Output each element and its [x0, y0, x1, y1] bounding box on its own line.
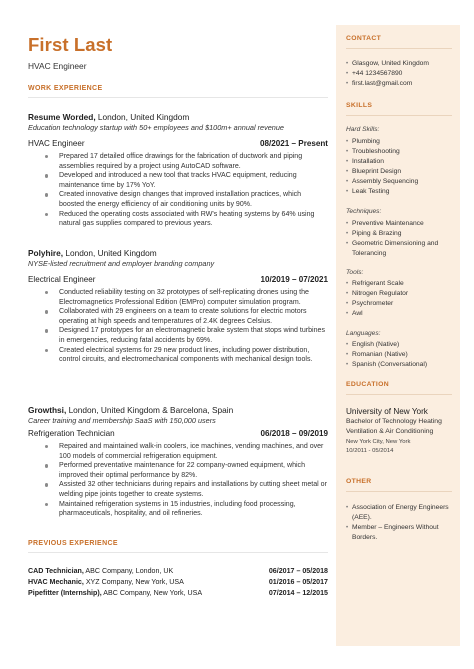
other-list — [346, 503, 452, 543]
education-place: New York City, New York — [346, 439, 411, 445]
job-date: 10/2019 – 07/2021 — [260, 275, 328, 284]
job-bullet: Designed 17 prototypes for an electromagnetic brake system that stops wind turbines in emergencies, reducing fatal accidents by 69%. — [28, 326, 328, 345]
job-entry — [28, 405, 328, 519]
other-title: OTHER — [346, 478, 372, 485]
job-company — [28, 112, 328, 123]
candidate-name: First Last — [28, 34, 113, 55]
section-divider — [28, 552, 328, 553]
job-bullet: Collaborated with 29 engineers on a team to create solutions for electric motors operating at high speeds and temperatures of 2.4K degrees Celsius. — [28, 307, 328, 326]
skill-item: • Preventive Maintenance — [346, 219, 452, 229]
previous-role-row — [28, 588, 328, 599]
skill-item: • Psychrometer — [346, 299, 452, 309]
job-bullet: Developed and introduced a new tool that tracks HVAC equipment, reducing maintenance time by 17% YoY. — [28, 171, 328, 190]
company-tagline: NYSE-listed recruitment and employer branding company — [28, 259, 215, 268]
company-location: London, United Kingdom — [63, 248, 157, 258]
skill-item: • Geometric Dimensioning and Tolerancing — [346, 239, 452, 259]
job-position: Electrical Engineer — [28, 275, 96, 284]
previous-experience-list — [28, 566, 328, 599]
job-entry — [28, 248, 328, 365]
skill-item: • Nitrogen Regulator — [346, 289, 452, 299]
contact-location: • Glasgow, United Kingdom — [346, 59, 452, 69]
language-item: • Romanian (Native) — [346, 350, 452, 360]
other-heading — [346, 478, 452, 492]
skills-heading — [346, 102, 452, 116]
languages-list — [346, 340, 452, 370]
skill-item: • Refrigerant Scale — [346, 279, 452, 289]
languages-label: Languages: — [346, 330, 381, 337]
previous-role-date: 01/2016 – 05/2017 — [268, 578, 328, 586]
section-divider — [346, 491, 452, 492]
skill-item: • Awl — [346, 309, 452, 319]
skill-item: • Leak Testing — [346, 187, 452, 197]
main-column — [28, 34, 328, 597]
job-position: Refrigeration Technician — [28, 429, 115, 438]
candidate-role: HVAC Engineer — [28, 61, 87, 71]
previous-role-row — [28, 566, 328, 577]
other-item: • Association of Energy Engineers (AEE). — [346, 503, 452, 523]
job-bullet: Conducted reliability testing on 32 prototypes of self-replicating drones using the Electromagnetics Professional Edition (EMPro) computer simulation program. — [28, 288, 328, 307]
previous-role-title: HVAC Mechanic, — [28, 578, 84, 586]
education-school: University of New York — [346, 407, 428, 416]
language-item: • English (Native) — [346, 340, 452, 350]
language-item: • Spanish (Conversational) — [346, 360, 452, 370]
techniques-list — [346, 219, 452, 259]
contact-phone: • +44 1234567890 — [346, 69, 452, 79]
hard-skills-list — [346, 137, 452, 197]
education-entry — [346, 406, 452, 455]
job-bullet: Created electrical systems for 29 new product lines, including power distribution, control circuits, and electromechanical components with mechanical design tools. — [28, 346, 328, 365]
education-degree: Bachelor of Technology Heating Ventilation & Air Conditioning — [346, 418, 442, 435]
job-company — [28, 248, 328, 259]
work-experience-title: WORK EXPERIENCE — [28, 85, 103, 92]
contact-title: CONTACT — [346, 35, 382, 42]
skill-item: • Installation — [346, 157, 452, 167]
previous-role-date: 06/2017 – 05/2018 — [268, 567, 328, 575]
contact-list — [346, 59, 452, 89]
job-bullets — [28, 152, 328, 229]
previous-experience-heading — [28, 540, 328, 553]
job-date: 06/2018 – 09/2019 — [260, 429, 328, 438]
job-entry — [28, 112, 328, 229]
previous-role-title: Pipefitter (Internship), — [28, 589, 102, 597]
company-location: London, United Kingdom & Barcelona, Spain — [66, 405, 234, 415]
company-tagline: Career training and membership SaaS with 150,000 users — [28, 416, 216, 425]
work-experience-heading — [28, 85, 328, 98]
company-name: Polyhire, — [28, 248, 64, 258]
section-divider — [346, 394, 452, 395]
skill-item: • Assembly Sequencing — [346, 177, 452, 187]
skill-item: • Blueprint Design — [346, 167, 452, 177]
job-bullet: Prepared 17 detailed office drawings for the fabrication of ductwork and piping assemblies required by a project using AutoCAD software. — [28, 152, 328, 171]
job-company — [28, 405, 328, 416]
skill-item: • Plumbing — [346, 137, 452, 147]
previous-role-row — [28, 577, 328, 588]
education-heading — [346, 381, 452, 395]
previous-role-company: ABC Company, New York, USA — [101, 589, 203, 597]
education-date: 10/2011 - 05/2014 — [346, 448, 394, 454]
job-bullet: Repaired and maintained walk-in coolers, ice machines, vending machines, and over 100 models of commercial refrigeration equipment. — [28, 442, 328, 461]
skills-title: SKILLS — [346, 102, 373, 109]
job-bullets — [28, 288, 328, 365]
education-title: EDUCATION — [346, 381, 390, 388]
skill-item: • Piping & Brazing — [346, 229, 452, 239]
sidebar — [336, 25, 460, 646]
job-bullet: Assisted 32 other technicians during repairs and installations by cutting sheet metal or welding pipe joints together to create systems. — [28, 480, 328, 499]
skill-item: • Troubleshooting — [346, 147, 452, 157]
job-title-row — [28, 138, 328, 149]
previous-role — [28, 566, 173, 577]
company-name: Resume Worded, — [28, 112, 96, 122]
previous-role — [28, 577, 184, 588]
job-bullet: Reduced the operating costs associated with RW's heating systems by 64% using natural gas supplies compared to previous years. — [28, 210, 328, 229]
previous-role-date: 07/2014 – 12/2015 — [268, 589, 328, 597]
job-bullet: Performed preventative maintenance for 22 company-owned equipment, which improved their optimal performance by 82%. — [28, 461, 328, 480]
job-date: 08/2021 – Present — [260, 139, 328, 148]
techniques-label: Techniques: — [346, 208, 382, 215]
other-item: • Member – Engineers Without Borders. — [346, 523, 452, 543]
company-tagline: Education technology startup with 50+ employees and $100m+ annual revenue — [28, 123, 284, 132]
company-location: London, United Kingdom — [95, 112, 190, 122]
contact-email[interactable]: • first.last@gmail.com — [346, 79, 452, 89]
job-position: HVAC Engineer — [28, 139, 85, 148]
previous-role-title: CAD Technician, — [28, 567, 84, 575]
job-title-row — [28, 428, 328, 439]
job-title-row — [28, 274, 328, 285]
section-divider — [346, 48, 452, 49]
tools-label: Tools: — [346, 269, 364, 276]
section-divider — [346, 115, 452, 116]
previous-role-company: XYZ Company, New York, USA — [83, 578, 184, 586]
contact-heading — [346, 35, 452, 49]
previous-role — [28, 588, 202, 599]
job-bullet: Created innovative design changes that improved installation practices, which boosted the energy efficiency of air conditioning units by 90%. — [28, 190, 328, 209]
tools-list — [346, 279, 452, 319]
section-divider — [28, 97, 328, 98]
previous-experience-title: PREVIOUS EXPERIENCE — [28, 540, 118, 547]
job-bullet: Maintained refrigeration systems in 15 industries, including food processing, pharmaceuticals, hospitality, and oil refineries. — [28, 500, 328, 519]
company-name: Growthsi, — [28, 405, 67, 415]
job-bullets — [28, 442, 328, 519]
hard-skills-label: Hard Skills: — [346, 126, 380, 133]
previous-role-company: ABC Company, London, UK — [83, 567, 174, 575]
